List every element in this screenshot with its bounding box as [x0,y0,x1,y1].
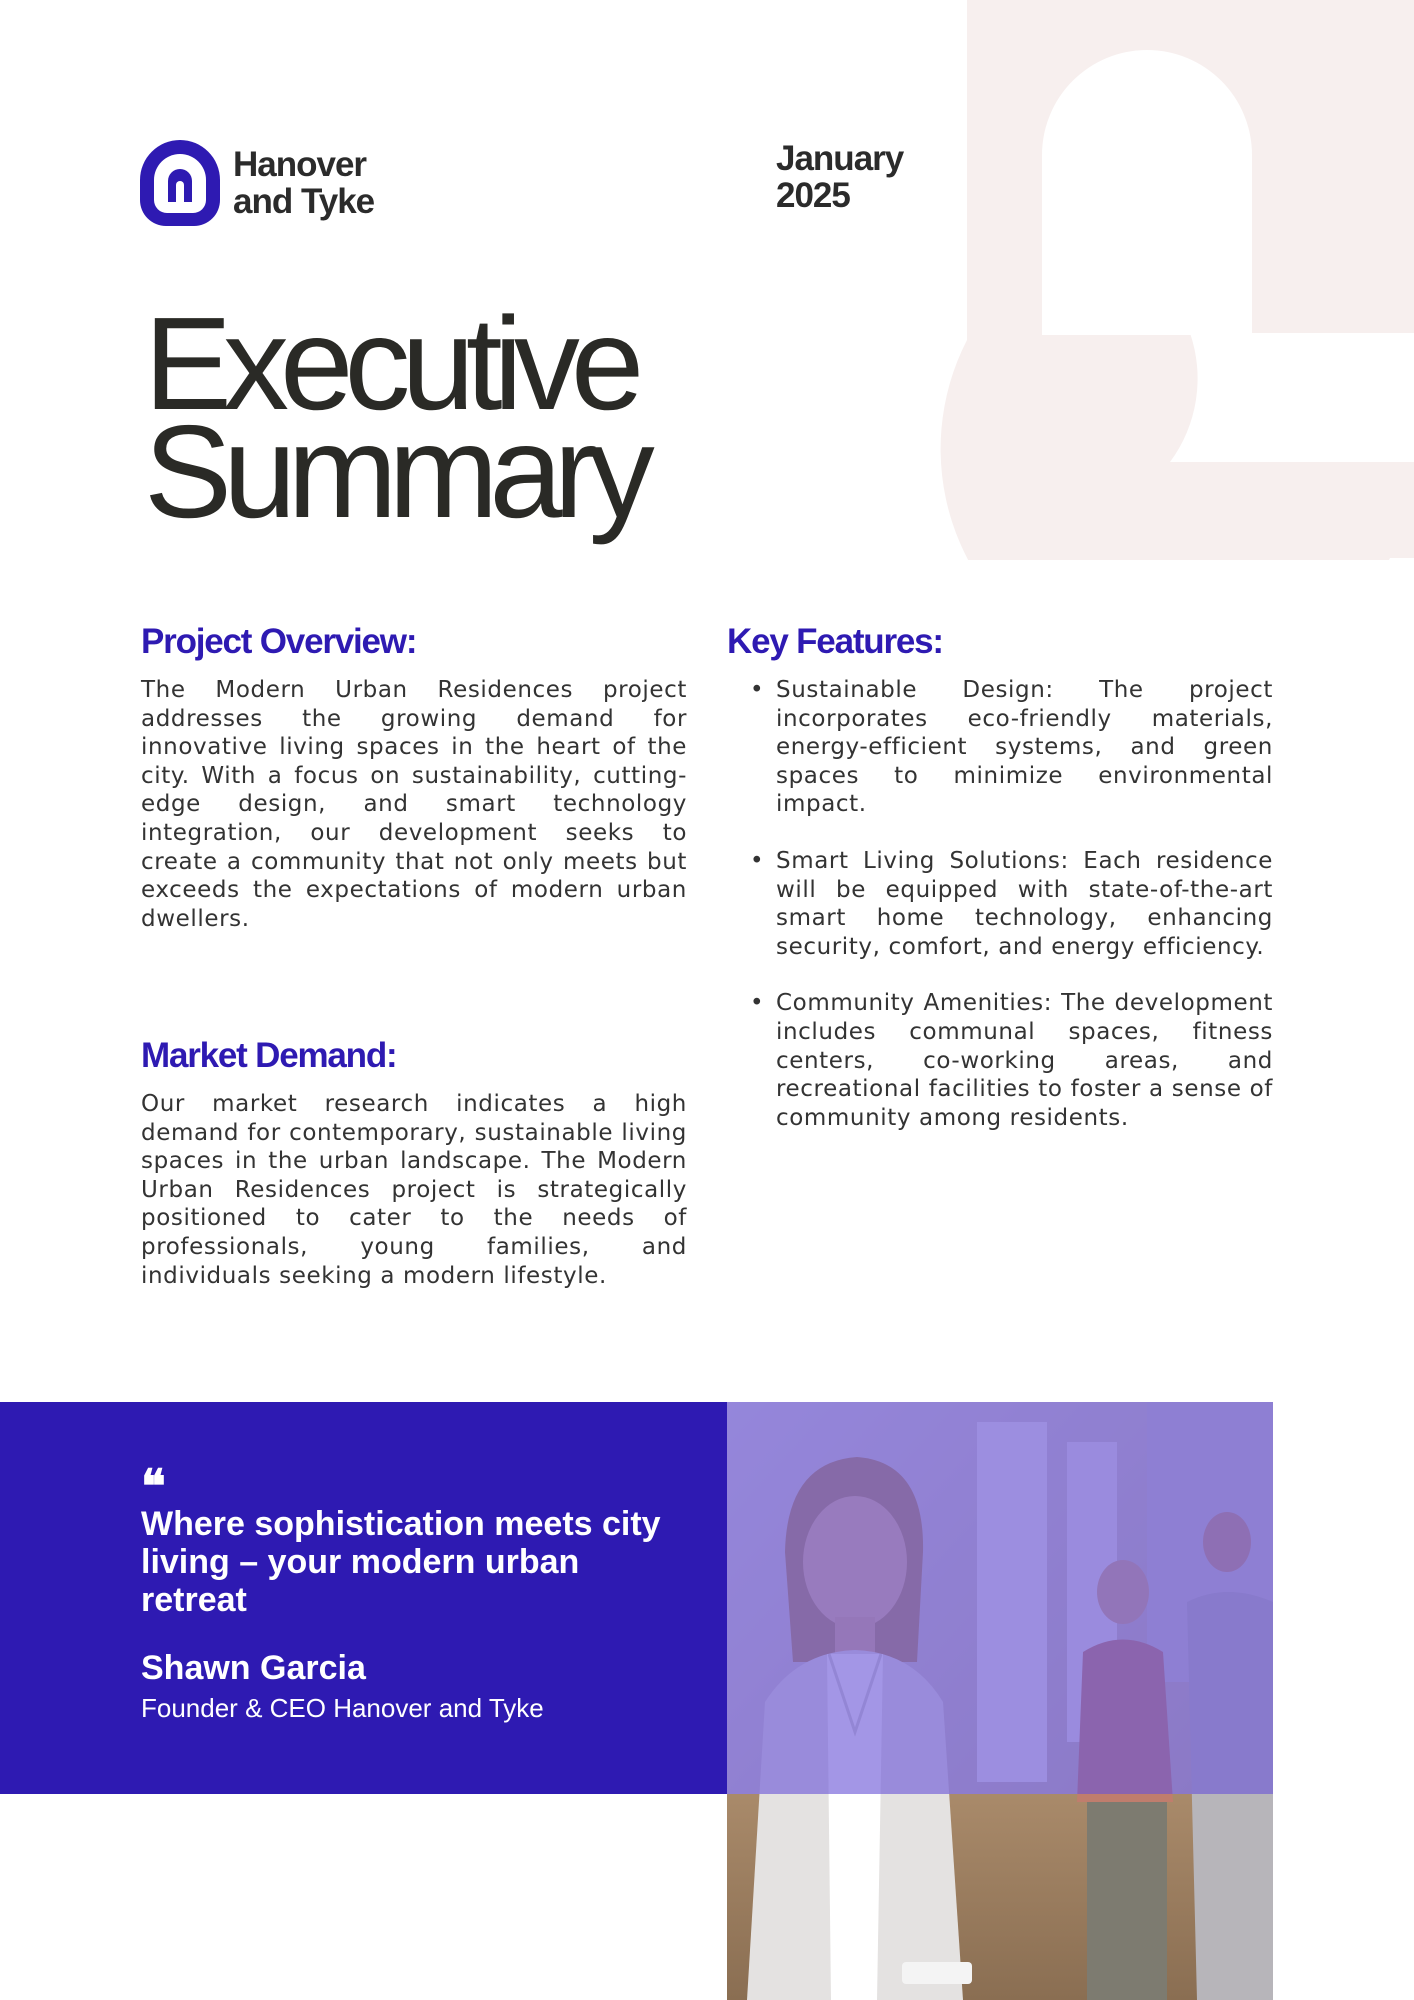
market-demand-heading: Market Demand: [141,1036,397,1075]
brand-name-line2: and Tyke [233,182,375,221]
bullet-icon: • [750,990,765,1017]
brand-name [233,146,374,220]
quote-author-role: Founder & CEO Hanover and Tyke [141,1693,544,1723]
quote-mark-icon: ❝ [141,1459,166,1513]
brand-logo [140,140,374,226]
date-year: 2025 [776,176,850,215]
bullet-icon: • [750,677,765,703]
page-title [144,290,646,545]
feature-text: Smart Living Solutions: Each residence will be equipped with state-of-the-art smart home technology, enhancing security, comfort, and energy efficiency. [776,847,1273,960]
project-overview-text: The Modern Urban Residences project addresses the growing demand for innovative living spaces in the heart of the city. With a focus on sustainability, cutting-edge design, and smart technology integration, our development seeks to create a community that not only meets but exceeds the expectations of modern urban dwellers. [141,677,687,932]
date-month: January [776,139,904,178]
quote-author-name: Shawn Garcia [141,1649,366,1687]
title-line1: Executive [144,290,636,437]
feature-item-sustainable-design [750,676,1273,819]
bullet-icon: • [750,847,765,874]
feature-item-smart-living [750,847,1273,961]
arch-logo-icon [140,140,220,226]
market-demand-text: Our market research indicates a high demand for contemporary, sustainable living spaces in the urban landscape. The Modern Urban Residences project is strategically positioned to cater to the needs of professionals, young families, and individuals seeking a modern lifestyle. [141,1091,687,1289]
brand-name-line1: Hanover [233,145,367,184]
report-date [776,140,903,214]
key-features-heading: Key Features: [727,622,943,661]
quote-text: Where sophistication meets city living – your modern urban retreat [141,1505,661,1619]
feature-text: Community Amenities: The development includes communal spaces, fitness centers, co-working areas, and recreational facilities to foster a sense of community among residents. [776,990,1273,1131]
title-line2: Summary [144,398,646,545]
ceo-photo [727,1402,1273,2000]
project-overview-heading: Project Overview: [141,622,417,661]
feature-text: Sustainable Design: The project incorporates eco-friendly materials, energy-efficient systems, and green spaces to minimize environmental impact. [776,677,1273,818]
feature-item-community-amenities [750,989,1273,1132]
key-features-list [750,676,1273,1160]
